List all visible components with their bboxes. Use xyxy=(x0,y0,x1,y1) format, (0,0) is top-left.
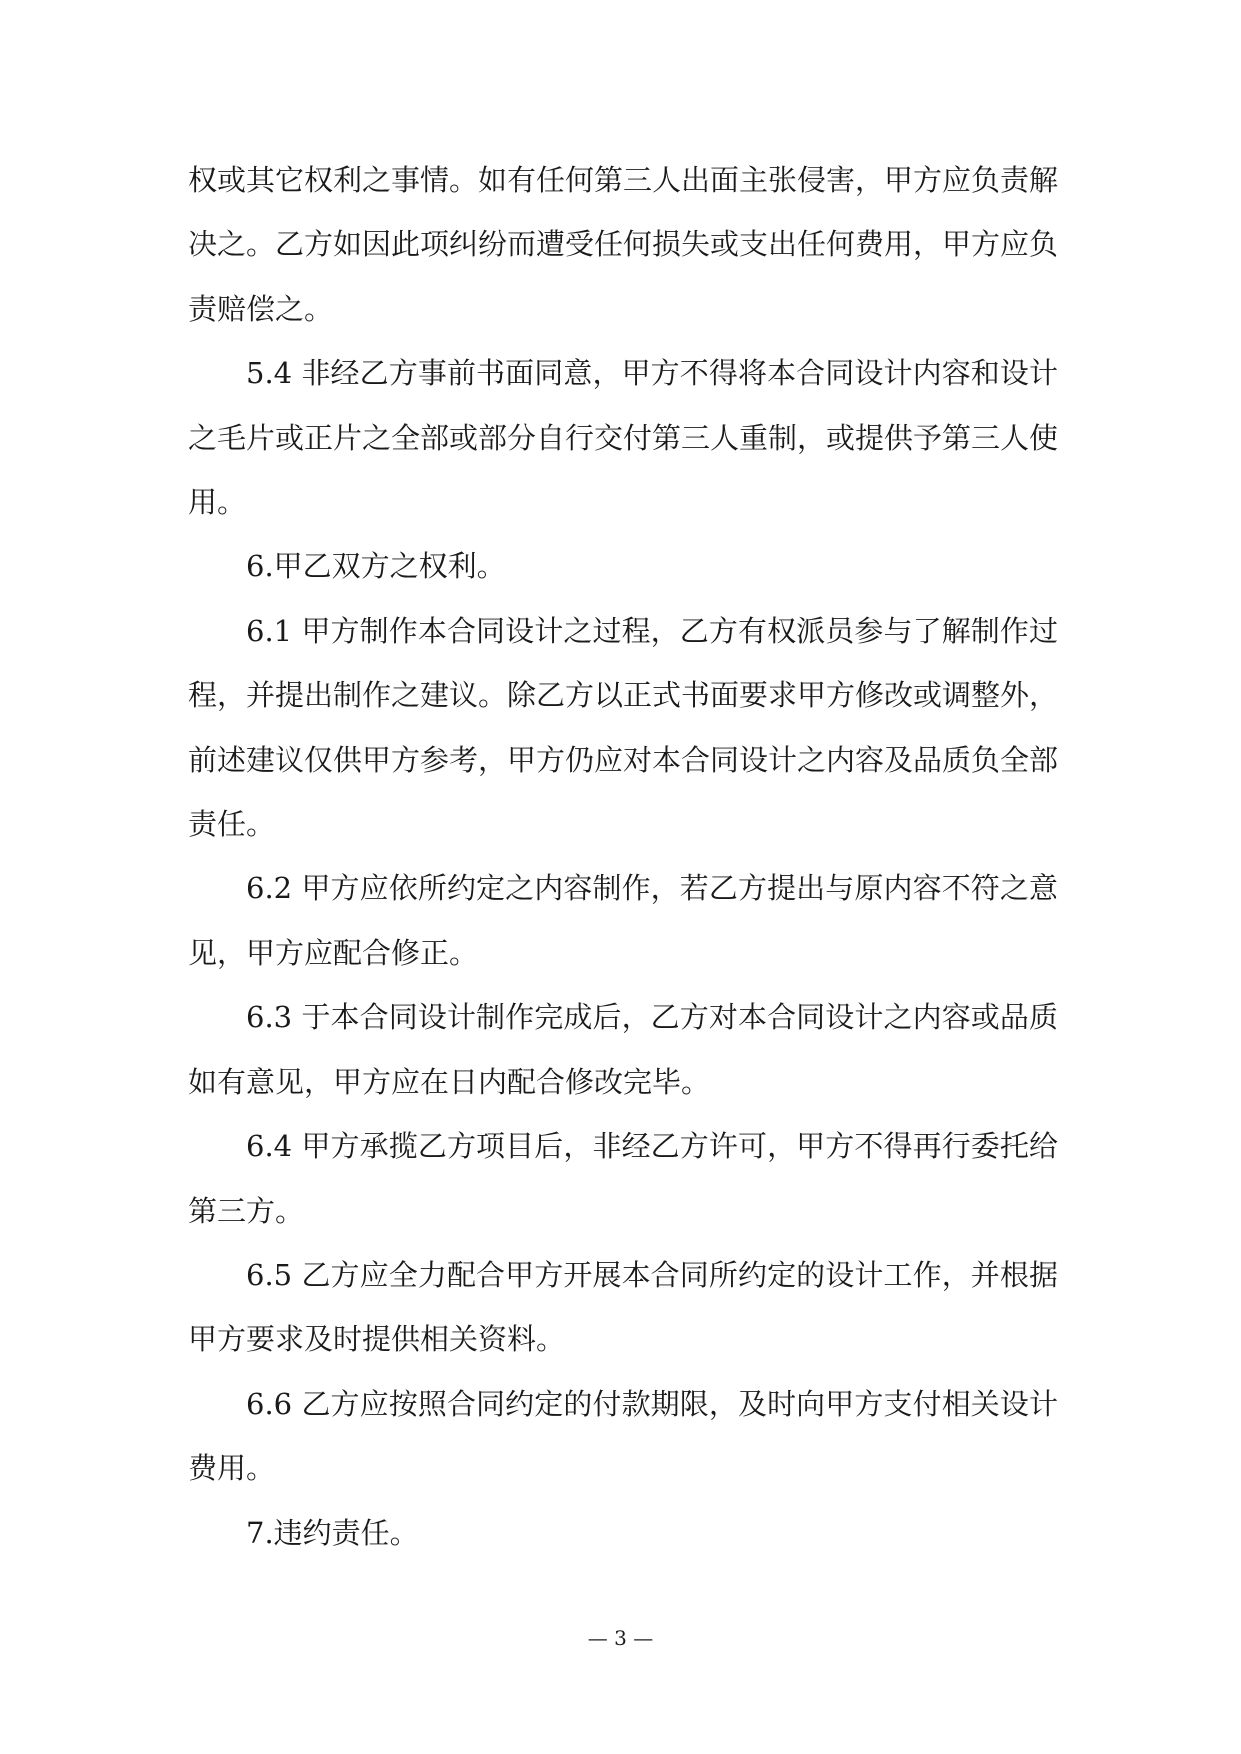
paragraph-6-2: 6.2 甲方应依所约定之内容制作，若乙方提出与原内容不符之意见，甲方应配合修正。 xyxy=(188,871,1058,970)
paragraph-6-6: 6.6 乙方应按照合同约定的付款期限，及时向甲方支付相关设计费用。 xyxy=(188,1386,1058,1486)
heading-7: 7.违约责任。 xyxy=(246,1515,419,1550)
heading-6: 6.甲乙双方之权利。 xyxy=(246,549,506,584)
paragraph-6-4: 6.4 甲方承揽乙方项目后，非经乙方许可，甲方不得再行委托给第三方。 xyxy=(188,1129,1058,1228)
paragraph-6-5: 6.5 乙方应全力配合甲方开展本合同所约定的设计工作，并根据甲方要求及时提供相关资料。 xyxy=(188,1257,1058,1357)
page-number: — 3 — xyxy=(587,1626,654,1650)
paragraph-5-4: 5.4 非经乙方事前书面同意，甲方不得将本合同设计内容和设计之毛片或正片之全部或部分自行交付第三人重制，或提供予第三人使用。 xyxy=(188,356,1059,520)
paragraph-6-1: 6.1 甲方制作本合同设计之过程，乙方有权派员参与了解制作过程，并提出制作之建议。除乙方以正式书面要求甲方修改或调整外，前述建议仅供甲方参考，甲方仍应对本合同设计之内容及品质负全部责任。 xyxy=(188,613,1059,842)
paragraph-1: 权或其它权利之事情。如有任何第三人出面主张侵害，甲方应负责解决之。乙方如因此项纠纷而遭受任何损失或支出任何费用，甲方应负责赔偿之。 xyxy=(188,163,1059,326)
paragraph-6-3: 6.3 于本合同设计制作完成后，乙方对本合同设计之内容或品质如有意见，甲方应在日内配合修改完毕。 xyxy=(188,1000,1058,1099)
document-body xyxy=(188,148,1058,1565)
